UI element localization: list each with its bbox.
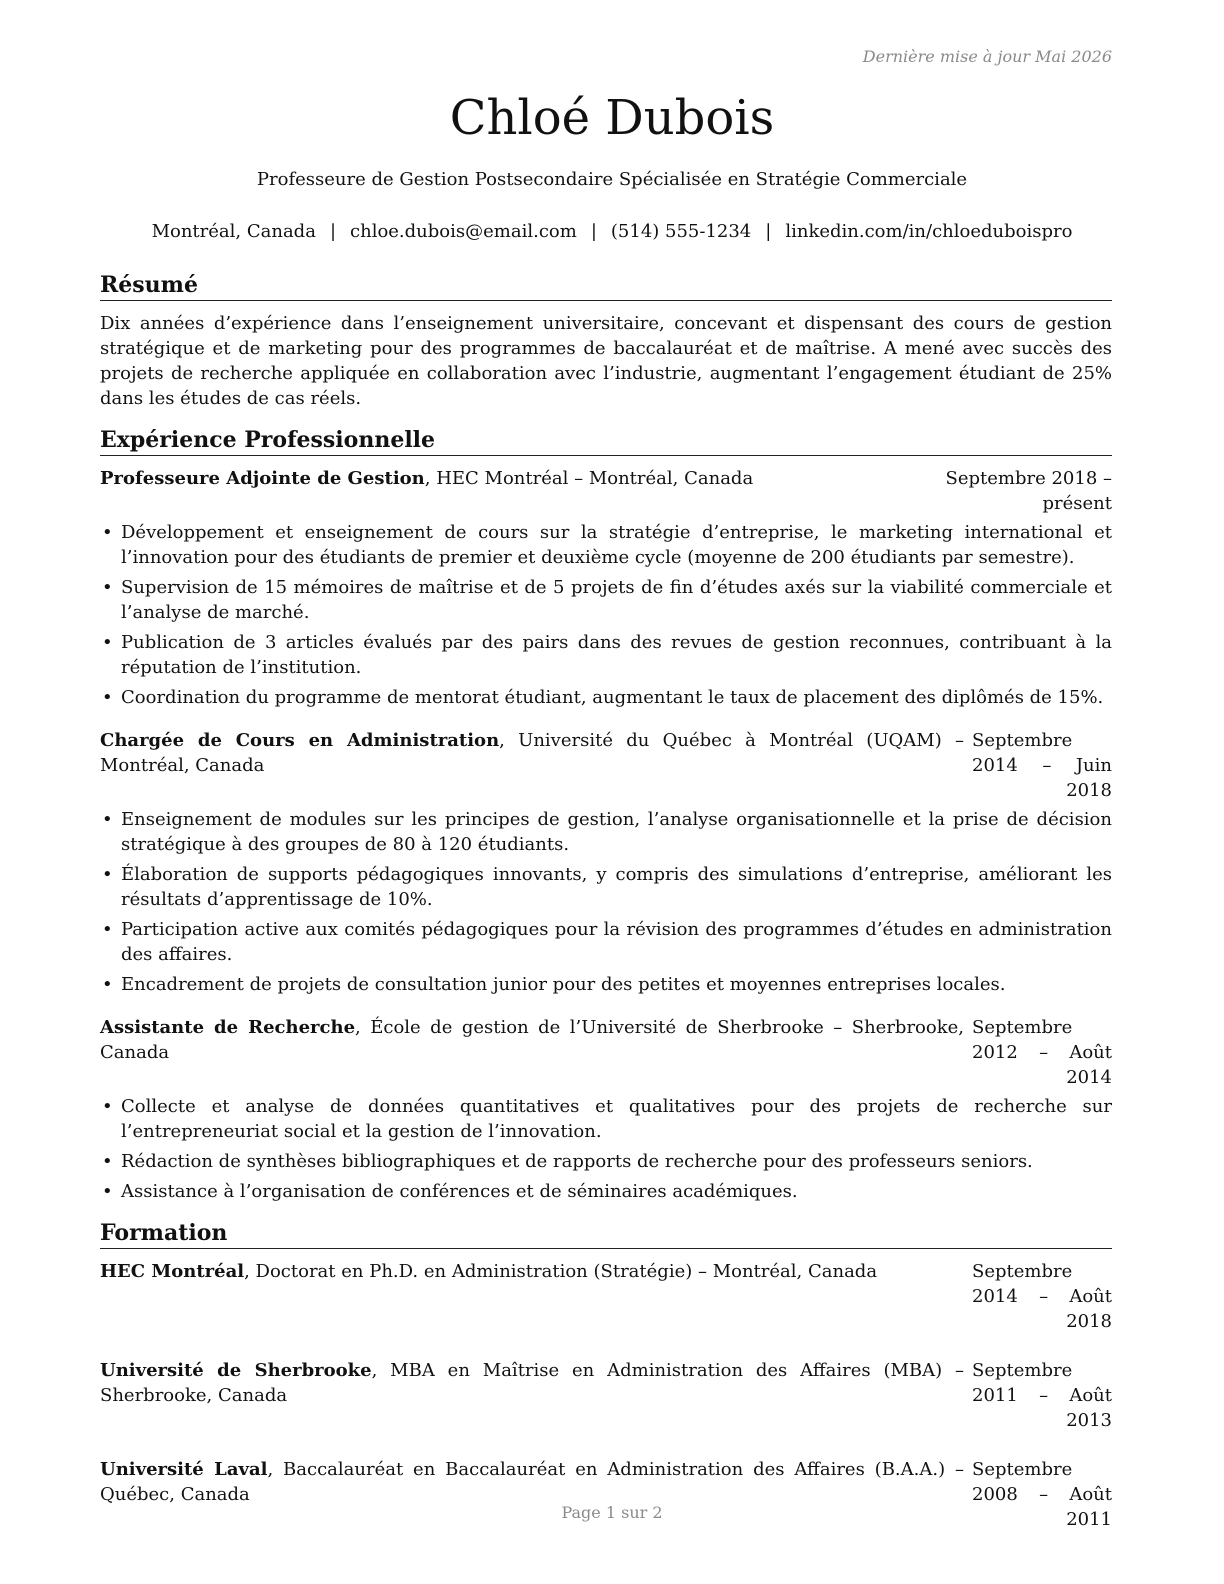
summary-section xyxy=(100,270,1112,411)
contact-line xyxy=(0,219,1224,244)
job-organization: , Université du Québec à Montréal (UQAM) – Montréal, Canada xyxy=(100,730,964,776)
list-item xyxy=(100,685,1112,710)
entry-heading xyxy=(100,466,864,491)
education-dates: Septembre 2011 – Août 2013 xyxy=(972,1360,1112,1431)
bullet-icon: • xyxy=(102,687,113,708)
person-name: Chloé Dubois xyxy=(449,90,775,146)
bullet-icon: • xyxy=(102,919,113,940)
section-title-experience: Expérience Professionnelle xyxy=(100,425,1112,456)
bullet-text: Participation active aux comités pédagogiques pour la révision des programmes d’études en administration des affaires. xyxy=(121,919,1112,965)
job-role: Professeure Adjointe de Gestion xyxy=(100,468,425,489)
job-bullets xyxy=(100,1094,1112,1204)
bullet-icon: • xyxy=(102,632,113,653)
bullet-text: Coordination du programme de mentorat étudiant, augmentant le taux de placement des diplômés de 15%. xyxy=(121,687,1104,708)
job-dates: Septembre 2012 – Août 2014 xyxy=(972,1017,1112,1088)
bullet-icon: • xyxy=(102,809,113,830)
contact-separator: | xyxy=(329,221,337,242)
education-section xyxy=(100,1218,1112,1532)
list-item xyxy=(100,575,1112,625)
bullet-text: Assistance à l’organisation de conférences et de séminaires académiques. xyxy=(121,1181,798,1202)
entry-heading xyxy=(100,1358,964,1408)
job-organization: , École de gestion de l’Université de Sherbrooke – Sherbrooke, Canada xyxy=(100,1017,965,1063)
bullet-icon: • xyxy=(102,577,113,598)
entry-header xyxy=(100,1259,1112,1334)
contact-separator: | xyxy=(590,221,597,242)
job-role: Assistante de Recherche xyxy=(100,1017,356,1038)
job-role: Chargée de Cours en Administration xyxy=(100,730,500,751)
professional-title: Professeure de Gestion Postsecondaire Spécialisée en Stratégie Commerciale xyxy=(256,169,968,190)
list-item xyxy=(100,807,1112,857)
entry-header xyxy=(100,728,1112,803)
list-item xyxy=(100,520,1112,570)
job-dates: Septembre 2018 – présent xyxy=(945,468,1112,514)
bullet-text: Rédaction de synthèses bibliographiques et de rapports de recherche pour des professeurs seniors. xyxy=(121,1151,1033,1172)
school-name: Université de Sherbrooke xyxy=(100,1360,372,1381)
bullet-icon: • xyxy=(102,1181,113,1202)
bullet-text: Développement et enseignement de cours sur la stratégie d’entreprise, le marketing international et l’innovation pour des étudiants de premier et deuxième cycle (moyenne de 200 étudiants par semestre). xyxy=(121,522,1112,568)
bullet-icon: • xyxy=(102,974,113,995)
entry-heading xyxy=(100,1015,964,1065)
bullet-text: Publication de 3 articles évalués par des pairs dans des revues de gestion reconnues, contribuant à la réputation de l’institution. xyxy=(121,632,1112,678)
bullet-text: Enseignement de modules sur les principes de gestion, l’analyse organisationnelle et la prise de décision stratégique à des groupes de 80 à 120 étudiants. xyxy=(121,809,1112,855)
bullet-text: Collecte et analyse de données quantitatives et qualitatives pour des projets de recherche sur l’entrepreneuriat social et la gestion de l’innovation. xyxy=(121,1096,1112,1142)
list-item xyxy=(100,972,1112,997)
education-entry xyxy=(100,1259,1112,1334)
list-item xyxy=(100,1179,1112,1204)
experience-entry xyxy=(100,466,1112,710)
job-bullets xyxy=(100,520,1112,710)
section-title-summary: Résumé xyxy=(100,270,1112,301)
job-dates: Septembre 2014 – Juin 2018 xyxy=(972,730,1112,801)
school-name: Université Laval xyxy=(100,1459,268,1480)
entry-header xyxy=(100,1015,1112,1090)
list-item xyxy=(100,630,1112,680)
list-item xyxy=(100,862,1112,912)
degree-detail: , MBA en Maîtrise en Administration des Affaires (MBA) – Sherbrooke, Canada xyxy=(100,1360,964,1406)
page-number: Page 1 sur 2 xyxy=(561,1503,663,1522)
list-item xyxy=(100,1094,1112,1144)
education-dates: Septembre 2014 – Août 2018 xyxy=(972,1261,1112,1332)
summary-text: Dix années d’expérience dans l’enseignement universitaire, concevant et dispensant des cours de gestion stratégique et de marketing pour des programmes de baccalauréat et de maîtrise. A mené avec succès des projets de recherche appliquée en collaboration avec l’industrie, augmentant l’engagement étudiant de 25% dans les études de cas réels. xyxy=(100,313,1112,409)
entry-header xyxy=(100,1358,1112,1433)
list-item xyxy=(100,917,1112,967)
bullet-icon: • xyxy=(102,864,113,885)
education-entry xyxy=(100,1358,1112,1433)
bullet-icon: • xyxy=(102,1096,113,1117)
experience-entry xyxy=(100,728,1112,997)
contact-linkedin[interactable]: linkedin.com/in/chloeduboispro xyxy=(785,221,1073,242)
job-bullets xyxy=(100,807,1112,997)
last-updated: Dernière mise à jour Mai 2026 xyxy=(862,47,1112,66)
degree-detail: , Baccalauréat en Baccalauréat en Administration des Affaires (B.A.A.) – Québec, Canada xyxy=(100,1459,964,1505)
school-name: HEC Montréal xyxy=(100,1261,245,1282)
entry-heading xyxy=(100,1259,964,1284)
entry-header xyxy=(100,466,1112,516)
degree-detail: , Doctorat en Ph.D. en Administration (Stratégie) – Montréal, Canada xyxy=(244,1261,878,1282)
contact-separator: | xyxy=(765,221,772,242)
contact-email[interactable]: chloe.dubois@email.com xyxy=(350,221,577,242)
education-dates: Septembre 2008 – Août 2011 xyxy=(972,1459,1112,1530)
bullet-text: Supervision de 15 mémoires de maîtrise et de 5 projets de fin d’études axés sur la viabilité commerciale et l’analyse de marché. xyxy=(121,577,1112,623)
list-item xyxy=(100,1149,1112,1174)
entry-heading xyxy=(100,728,964,778)
experience-section xyxy=(100,425,1112,1204)
section-title-education: Formation xyxy=(100,1218,1112,1249)
bullet-icon: • xyxy=(102,522,113,543)
resume-body xyxy=(100,270,1112,1556)
contact-phone[interactable]: (514) 555-1234 xyxy=(610,221,752,242)
job-organization: , HEC Montréal – Montréal, Canada xyxy=(424,468,754,489)
bullet-text: Élaboration de supports pédagogiques innovants, y compris des simulations d’entreprise, améliorant les résultats d’apprentissage de 10%. xyxy=(121,864,1112,910)
experience-entry xyxy=(100,1015,1112,1204)
contact-location: Montréal, Canada xyxy=(151,221,316,242)
bullet-icon: • xyxy=(102,1151,113,1172)
bullet-text: Encadrement de projets de consultation junior pour des petites et moyennes entreprises locales. xyxy=(121,974,1006,995)
